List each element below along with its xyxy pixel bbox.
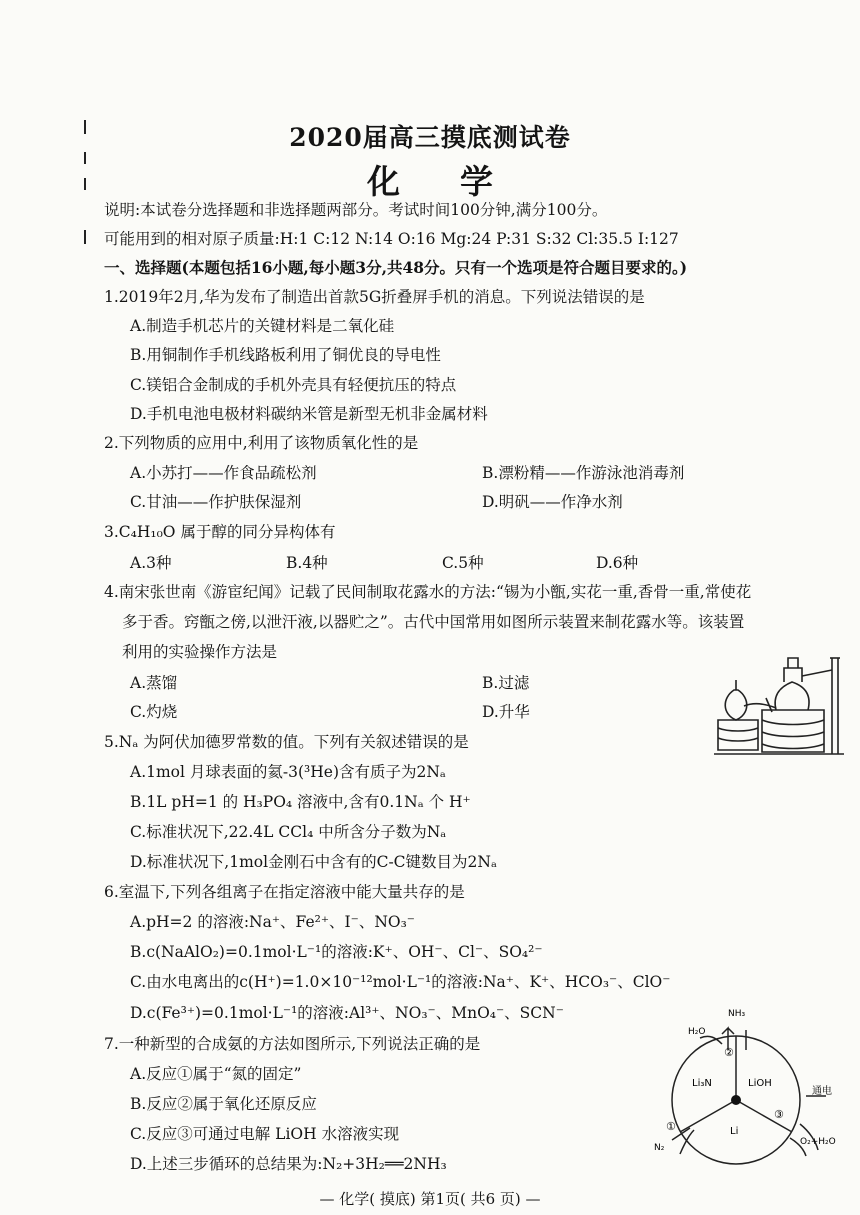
question-4-stem-line-3: 利用的实验操作方法是 <box>122 643 278 661</box>
exam-title: 2020届高三摸底测试卷 <box>289 123 571 152</box>
question-6-option-b: B.c(NaAlO₂)=0.1mol·L⁻¹的溶液:K⁺、OH⁻、Cl⁻、SO₄²⁻ <box>130 943 543 961</box>
question-1-option-a: A.制造手机芯片的关键材料是二氧化硅 <box>130 317 395 335</box>
label-electrolysis: 通电 <box>812 1086 832 1097</box>
question-5-stem: 5.Nₐ 为阿伏加德罗常数的值。下列有关叙述错误的是 <box>104 733 469 751</box>
question-4-option-a: A.蒸馏 <box>130 674 178 692</box>
question-7-option-b: B.反应②属于氧化还原反应 <box>130 1095 317 1113</box>
question-5-option-a: A.1mol 月球表面的氦-3(³He)含有质子为2Nₐ <box>130 763 446 781</box>
question-5-option-c: C.标准状况下,22.4L CCl₄ 中所含分子数为Nₐ <box>130 823 447 841</box>
label-h2o: H₂O <box>688 1027 706 1037</box>
question-7-option-c: C.反应③可通过电解 LiOH 水溶液实现 <box>130 1125 400 1143</box>
subject-title: 化学 <box>367 162 553 201</box>
question-4-option-d: D.升华 <box>482 703 530 721</box>
label-n2: N₂ <box>654 1143 665 1153</box>
atomic-masses: 可能用到的相对原子质量:H:1 C:12 N:14 O:16 Mg:24 P:31 S:32 Cl:35.5 I:127 <box>104 230 679 248</box>
label-step-3: ③ <box>774 1108 784 1121</box>
question-7-option-d: D.上述三步循环的总结果为:N₂+3H₂══2NH₃ <box>130 1155 447 1173</box>
label-nh3: NH₃ <box>728 1009 746 1019</box>
ammonia-cycle-diagram <box>650 1004 850 1184</box>
label-step-1: ① <box>666 1120 676 1133</box>
question-3-stem: 3.C₄H₁₀O 属于醇的同分异构体有 <box>104 523 336 541</box>
question-4-stem-line-2: 多于香。窍甑之傍,以泄汗液,以器贮之”。古代中国常用如图所示装置来制花露水等。该装置 <box>122 613 745 631</box>
distillation-apparatus-illustration <box>714 650 844 760</box>
question-7-stem: 7.一种新型的合成氨的方法如图所示,下列说法正确的是 <box>104 1035 481 1053</box>
question-4-stem-line-1: 4.南宋张世南《游宦纪闻》记载了民间制取花露水的方法:“锡为小甑,实花一重,香骨一重,常使花 <box>104 583 752 601</box>
label-li3n: Li₃N <box>692 1078 712 1089</box>
question-1-option-d: D.手机电池电极材料碳纳米管是新型无机非金属材料 <box>130 405 488 423</box>
label-step-2: ② <box>724 1046 734 1059</box>
question-3-option-b: B.4种 <box>286 554 328 572</box>
question-5-option-b: B.1L pH=1 的 H₃PO₄ 溶液中,含有0.1Nₐ 个 H⁺ <box>130 793 471 811</box>
label-o2-h2o: O₂+H₂O <box>800 1137 836 1147</box>
question-3-option-d: D.6种 <box>596 554 639 572</box>
question-1-option-b: B.用铜制作手机线路板利用了铜优良的导电性 <box>130 346 441 364</box>
question-2-option-b: B.漂粉精——作游泳池消毒剂 <box>482 464 685 482</box>
question-5-option-d: D.标准状况下,1mol金刚石中含有的C-C键数目为2Nₐ <box>130 853 497 871</box>
question-6-option-a: A.pH=2 的溶液:Na⁺、Fe²⁺、I⁻、NO₃⁻ <box>130 913 415 931</box>
question-2-option-c: C.甘油——作护肤保湿剂 <box>130 493 302 511</box>
question-4-option-c: C.灼烧 <box>130 703 178 721</box>
question-2-option-d: D.明矾——作净水剂 <box>482 493 623 511</box>
center-dot <box>731 1095 741 1105</box>
section-heading: 一、选择题(本题包括16小题,每小题3分,共48分。只有一个选项是符合题目要求的。) <box>104 258 688 277</box>
question-1-stem: 1.2019年2月,华为发布了制造出首款5G折叠屏手机的消息。下列说法错误的是 <box>104 288 645 306</box>
page-footer: — 化学( 摸底) 第1页( 共6 页) — <box>319 1190 541 1208</box>
margin-mark <box>84 230 86 244</box>
question-7-option-a: A.反应①属于“氮的固定” <box>130 1065 302 1083</box>
question-3-option-a: A.3种 <box>130 554 172 572</box>
label-lioh: LiOH <box>748 1078 772 1089</box>
question-2-option-a: A.小苏打——作食品疏松剂 <box>130 464 317 482</box>
question-4-option-b: B.过滤 <box>482 674 530 692</box>
question-6-stem: 6.室温下,下列各组离子在指定溶液中能大量共存的是 <box>104 883 465 901</box>
question-6-option-c: C.由水电离出的c(H⁺)=1.0×10⁻¹²mol·L⁻¹的溶液:Na⁺、K⁺、HCO₃⁻、ClO⁻ <box>130 973 671 991</box>
question-2-stem: 2.下列物质的应用中,利用了该物质氧化性的是 <box>104 434 419 452</box>
question-6-option-d: D.c(Fe³⁺)=0.1mol·L⁻¹的溶液:Al³⁺、NO₃⁻、MnO₄⁻、SCN⁻ <box>130 1004 564 1022</box>
instructions-note: 说明:本试卷分选择题和非选择题两部分。考试时间100分钟,满分100分。 <box>104 201 608 219</box>
label-li: Li <box>730 1126 739 1137</box>
question-1-option-c: C.镁铝合金制成的手机外壳具有轻便抗压的特点 <box>130 376 457 394</box>
question-3-option-c: C.5种 <box>442 554 484 572</box>
